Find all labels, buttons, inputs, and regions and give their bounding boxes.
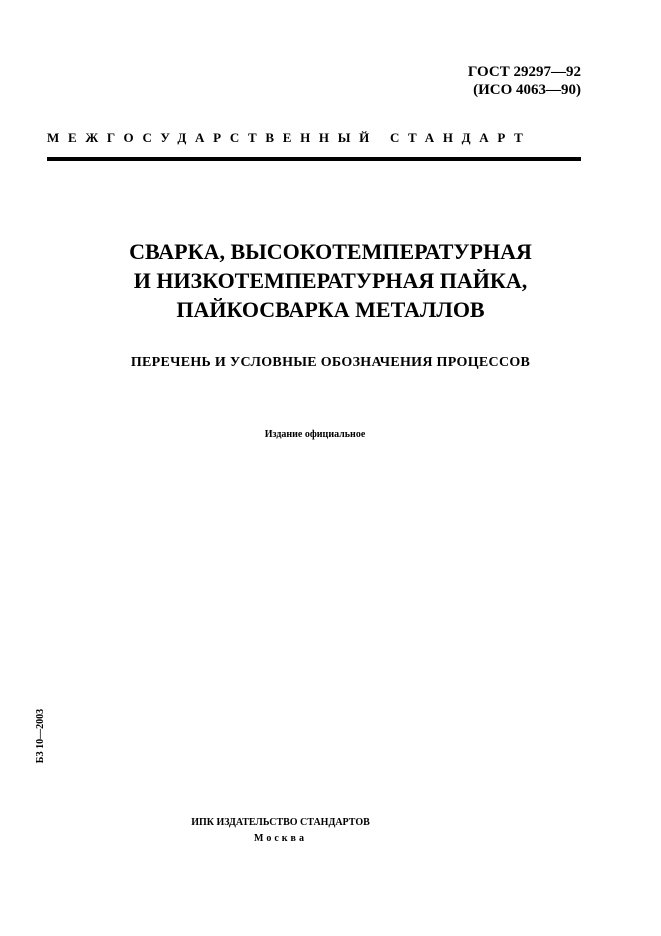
side-code: БЗ 10—2003 — [35, 708, 46, 764]
main-title — [0, 237, 661, 324]
publisher-city: Москва — [254, 833, 307, 844]
iso-number: (ИСО 4063—90) — [473, 82, 581, 98]
title-line-3: ПАЙКОСВАРКА МЕТАЛЛОВ — [176, 297, 485, 322]
publisher — [0, 815, 561, 847]
standard-code — [468, 63, 581, 99]
standard-type: МЕЖГОСУДАРСТВЕННЫЙ СТАНДАРТ — [47, 130, 532, 145]
title-line-1: СВАРКА, ВЫСОКОТЕМПЕРАТУРНАЯ — [129, 239, 532, 264]
gost-number: ГОСТ 29297—92 — [467, 64, 581, 80]
subtitle: ПЕРЕЧЕНЬ И УСЛОВНЫЕ ОБОЗНАЧЕНИЯ ПРОЦЕССОВ — [130, 355, 531, 370]
publisher-name: ИПК ИЗДАТЕЛЬСТВО СТАНДАРТОВ — [191, 817, 370, 828]
title-line-2: И НИЗКОТЕМПЕРАТУРНАЯ ПАЙКА, — [133, 268, 528, 293]
horizontal-rule — [47, 157, 581, 161]
edition-label: Издание официальное — [264, 429, 366, 440]
